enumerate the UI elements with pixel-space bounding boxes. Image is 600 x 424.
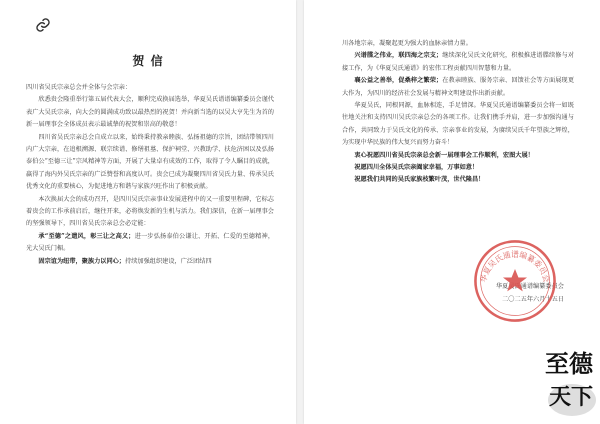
signature-date: 二〇二五年六月十五日 <box>502 296 564 303</box>
closing-wish: 祝愿我们共同的吴氏家族枝繁叶茂，世代隆昌！ <box>354 176 485 184</box>
paragraph: 四川省吴氏宗亲总会自成立以来，始终秉持教亲睦族、弘扬祖德的宗旨，团结带领四川内广大宗亲，在追根溯源、联宗续谱、修缮祖墓、保护祠堂、兴教助学、扶危济困以及弘扬泰伯公“至德三让”宗风精神等方面，开展了大量卓有成效的工作，取得了令人瞩目的成就，赢得了海内外吴氏宗亲的广泛赞誉和高度认可。贵会已成为凝聚四川省吴氏力量、传承吴氏优秀文化的重要核心，为促进地方和谐与家族兴旺作出了积极贡献。 <box>26 133 274 191</box>
paragraph: 本次换届大会的成功召开，是四川吴氏宗亲事业发展进程中的又一重要里程碑，它标志着贵会的工作承前启后，继往开来，必将焕发新的生机与活力。我们深信，在新一届理事会的坚强领导下，四川省吴氏宗亲总会必定能： <box>26 195 274 228</box>
bullet-paragraph <box>26 231 274 256</box>
salutation: 四川省吴氏宗亲总会并全体与会宗亲： <box>26 84 132 91</box>
bullet-text: 持续加强组织建设，广泛团结四 <box>125 257 212 265</box>
bullet-paragraph <box>342 50 574 75</box>
bullet-text: 继续深化吴氏文化研究，积极推进谱牒续修与对接工作，为《华夏吴氏通谱》的宏伟工程贡献四川智慧和力量。 <box>342 52 575 72</box>
bullet-paragraph <box>342 75 574 100</box>
letter-body-left <box>26 82 274 268</box>
seal-star <box>503 269 527 291</box>
letter-page-left <box>0 0 296 424</box>
closing-wish: 衷心祝愿四川省吴氏宗亲总会新一届理事会工作顺利，宏图大展！ <box>354 151 534 159</box>
closing-wish: 祝愿四川全体吴氏宗亲阖家幸福，万事如意！ <box>354 164 479 172</box>
paragraph: 华夏吴氏，同根同源，血脉相连，手足情深。华夏吴氏通谱编纂委员会将一如既往地关注和支持四川吴氏宗亲总会的各项工作。让我们携手并肩，进一步加强沟通与合作，共同致力于吴氏文化的传承、宗亲事业的发展，为赓续吴氏千年望族之辉煌，为实现中华民族的伟大复兴而努力奋斗！ <box>342 102 574 147</box>
bullet-text: 进一步弘扬泰伯公谦让、开拓、仁爱的至德精神，光大吴氏门楣。 <box>26 232 275 253</box>
seal-text: 华夏吴氏通谱编纂委员会 <box>478 249 552 284</box>
bullet-heading: 固宗谊为纽带，聚族力以同心； <box>38 257 126 265</box>
signature-organization: 华夏吴氏通谱编纂委员会 <box>495 283 564 290</box>
logo-text-top: 至德 <box>545 349 593 378</box>
link-icon <box>35 17 51 33</box>
bullet-heading: 襄公益之善举，促桑梓之繁荣； <box>354 77 443 85</box>
paragraph: 欣悉贵会隆重举行第五届代表大会，顺利完成换届选举，华夏吴氏谱谱编纂委员会谨代表广大吴氏宗亲，向大会的圆满成功致以最热烈的祝贺！并向新当选的以吴大亨先生为首的新一届理事会全体成员表示最诚挚的祝贺和崇高的敬意！ <box>26 96 274 129</box>
letter-body-right <box>342 38 574 187</box>
continued-text: 川各地宗亲，凝聚起更为强大的血脉亲情力量。 <box>342 40 472 47</box>
letter-title: 贺 信 <box>132 54 164 68</box>
bullet-paragraph <box>26 256 274 268</box>
bullet-heading: 承“至德”之遗风，彰三让之高义； <box>38 232 135 240</box>
bullet-text: 在教亲睦族、服务宗亲、回馈社会等方面展现更大作为，为四川的经济社会发展与精神文明建设作出新贡献。 <box>342 77 575 97</box>
bullet-heading: 兴谱牒之伟业，联四海之宗支； <box>354 52 443 60</box>
official-seal <box>472 238 558 324</box>
copy-link-button[interactable] <box>26 8 60 42</box>
logo-text-bottom: 天下 <box>548 384 594 410</box>
zhide-tianxia-logo <box>538 338 600 420</box>
